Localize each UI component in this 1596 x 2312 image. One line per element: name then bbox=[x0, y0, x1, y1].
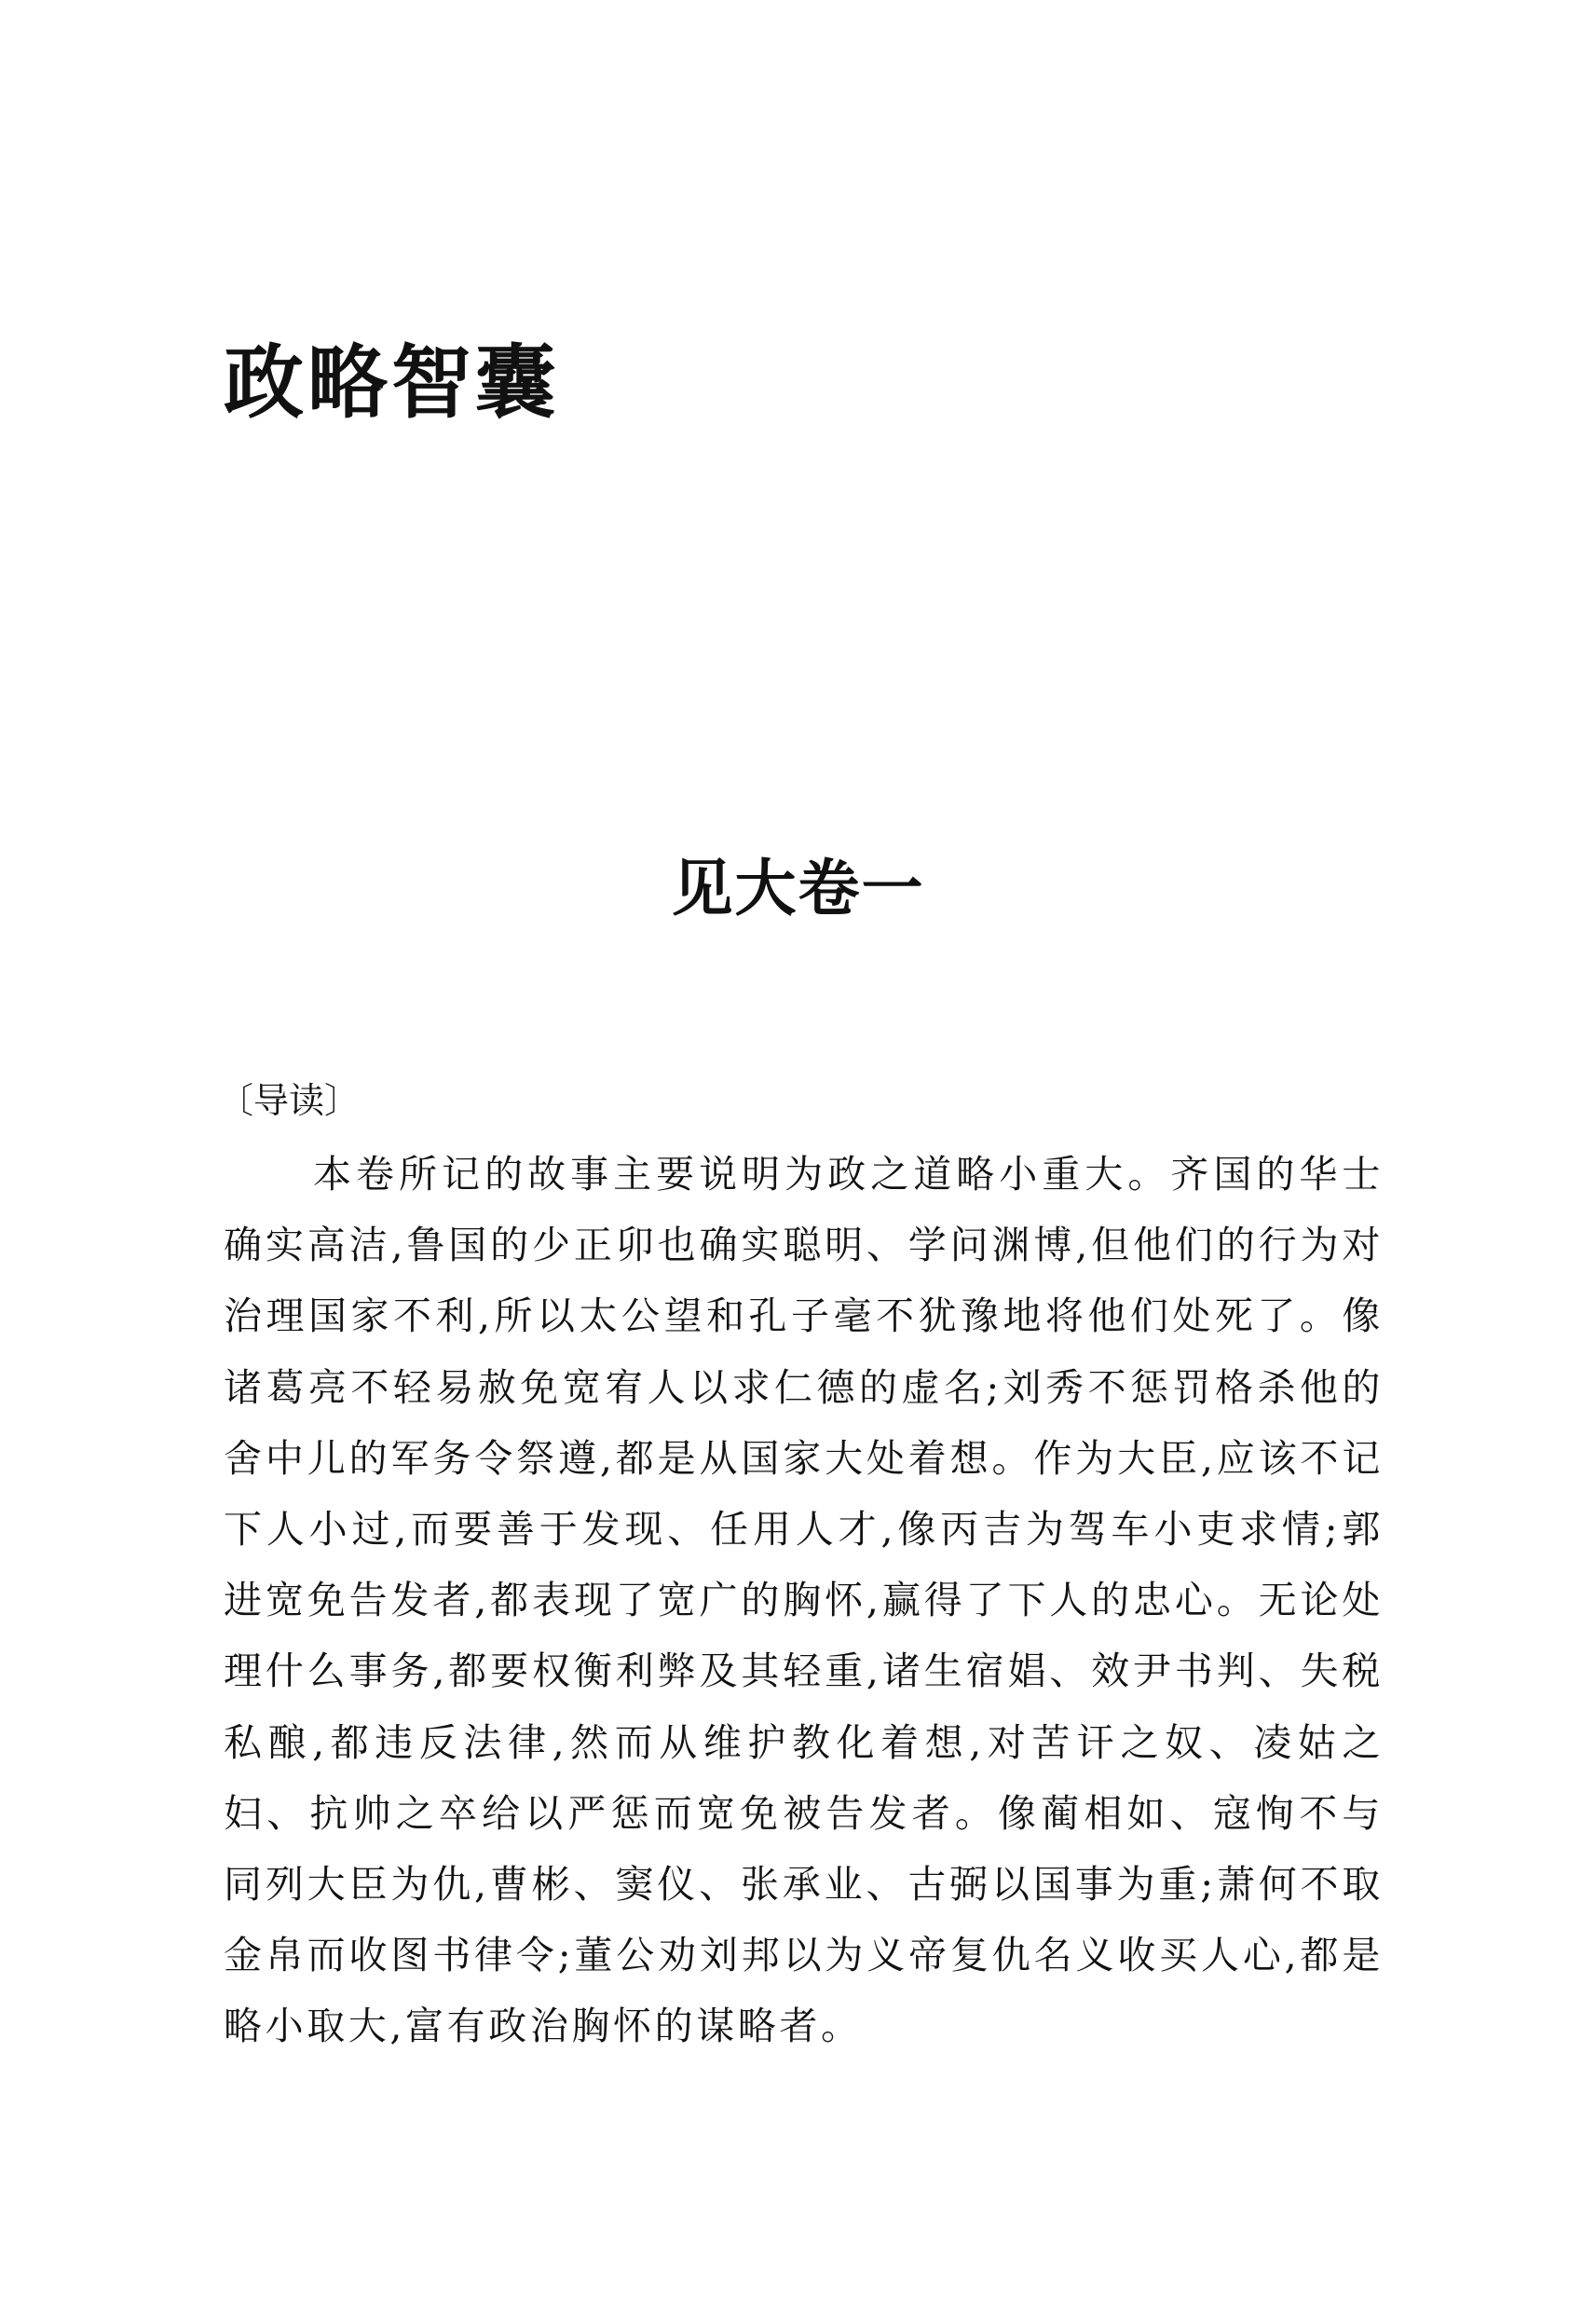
chapter-title: 见大卷一 bbox=[671, 852, 925, 924]
intro-paragraph: 本卷所记的故事主要说明为政之道略小重大。齐国的华士确实高洁,鲁国的少正卯也确实聪明、学问渊博,但他们的行为对治理国家不利,所以太公望和孔子毫不犹豫地将他们处死了。像诸葛亮不轻易赦免宽宥人以求仁德的虚名;刘秀不惩罚格杀他的舍中儿的军务令祭遵,都是从国家大处着想。作为大臣,应该不记下人小过,而要善于发现、任用人才,像丙吉为驾车小吏求情;郭进宽免告发者,都表现了宽广的胸怀,赢得了下人的忠心。无论处理什么事务,都要权衡利弊及其轻重,诸生宿娼、效尹书判、失税私酿,都违反法律,然而从维护教化着想,对苦讦之奴、凌姑之妇、抗帅之卒给以严惩而宽免被告发者。像蔺相如、寇恂不与同列大臣为仇,曹彬、窦仪、张承业、古弼以国事为重;萧何不取金帛而收图书律令;董公劝刘邦以为义帝复仇名义收买人心,都是略小取大,富有政治胸怀的谋略者。 bbox=[224, 1152, 1384, 2049]
section-label: 〔导读〕 bbox=[218, 1080, 361, 1121]
part-title: 政略智囊 bbox=[224, 336, 559, 430]
